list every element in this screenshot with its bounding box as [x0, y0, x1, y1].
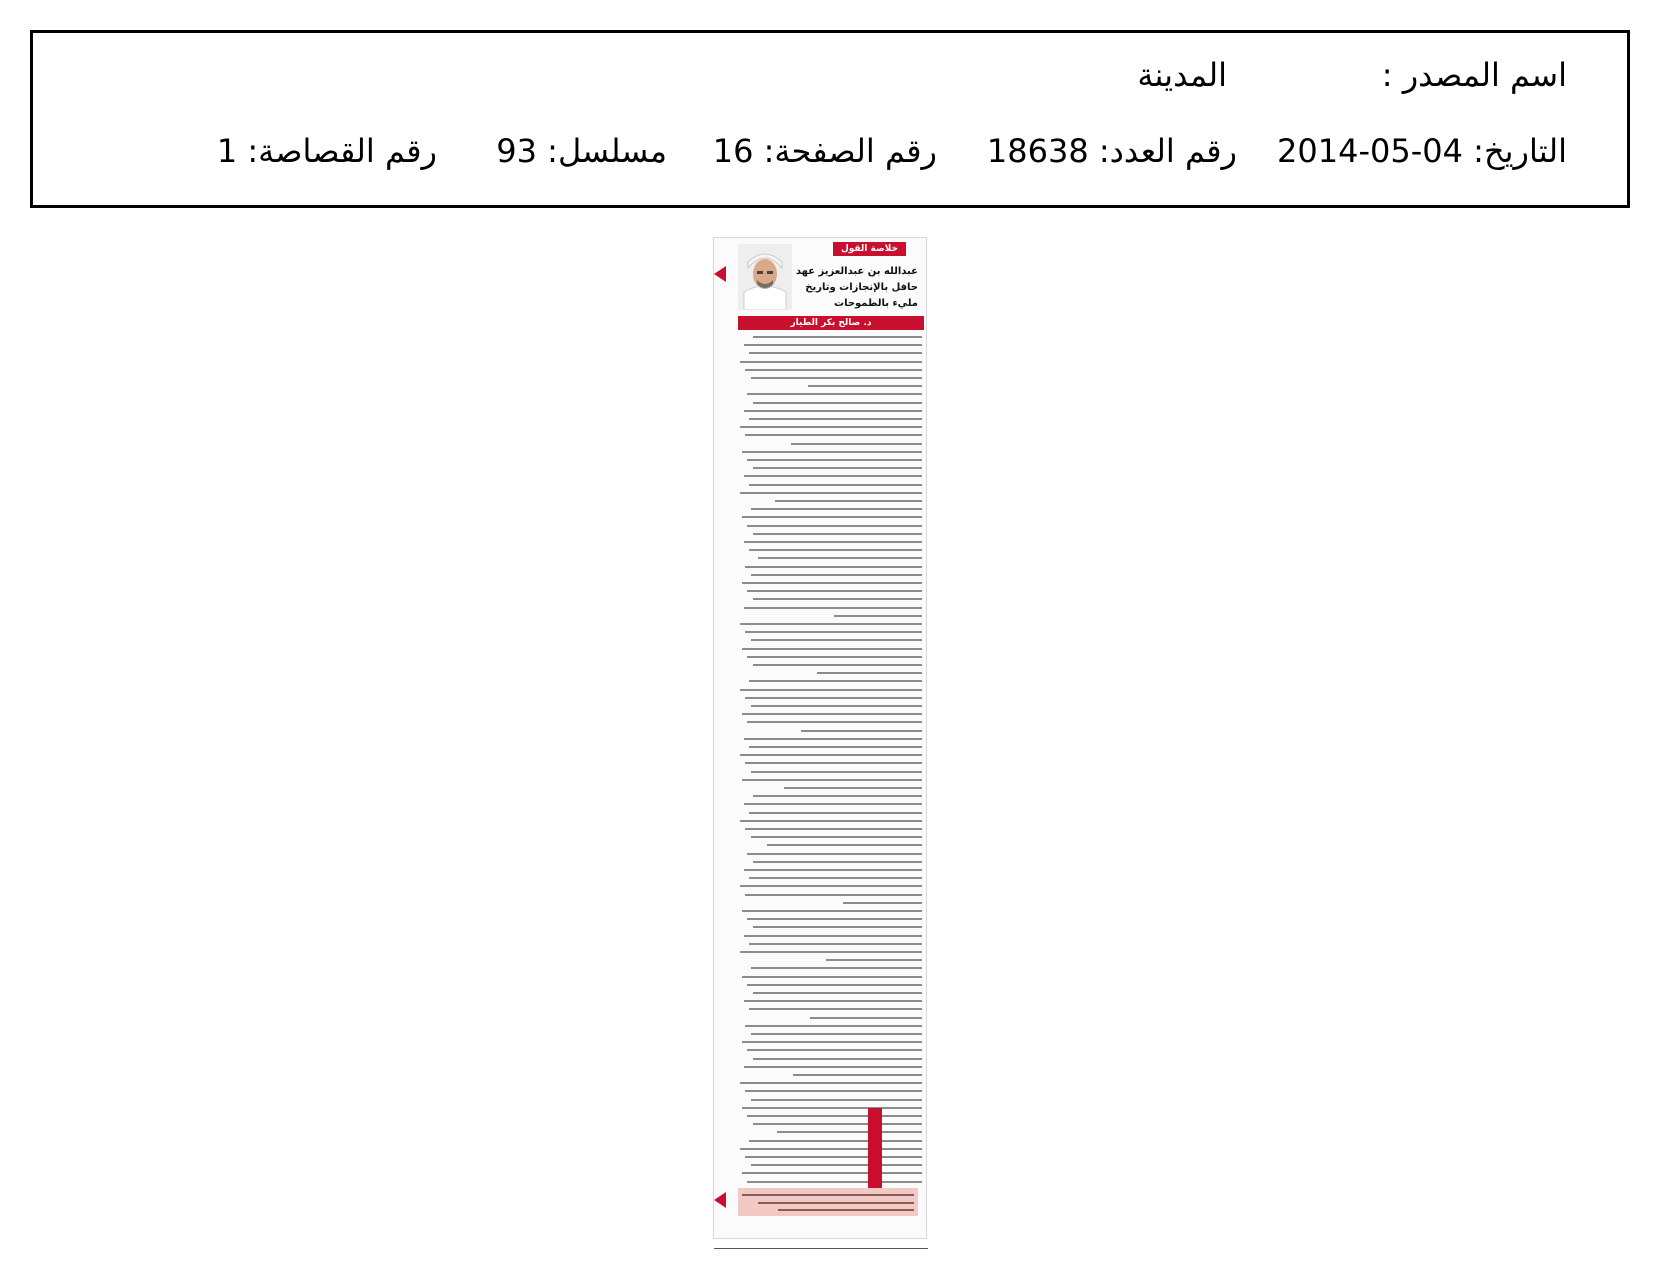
page-label: رقم الصفحة: — [763, 132, 937, 170]
serial-field — [496, 131, 667, 171]
article-text-line — [747, 525, 922, 527]
article-text-line — [740, 623, 922, 625]
article-text-line — [747, 721, 922, 723]
article-text-line — [749, 1008, 922, 1010]
article-text-line — [749, 352, 922, 354]
newspaper-clipping — [714, 238, 926, 1238]
article-text-line — [753, 336, 922, 338]
article-text-line — [751, 377, 922, 379]
article-text-line — [751, 639, 922, 641]
article-text-line — [745, 697, 922, 699]
page-value: 16 — [712, 132, 754, 170]
article-text-line — [747, 853, 922, 855]
article-text-line — [826, 959, 922, 961]
article-text-line — [775, 500, 922, 502]
top-arrow-icon — [714, 266, 726, 282]
article-text-line — [801, 730, 922, 732]
article-text-line — [753, 533, 922, 535]
author-photo — [738, 244, 792, 310]
clip-bottom-rule — [714, 1248, 928, 1249]
article-text-line — [740, 361, 922, 363]
article-text-line — [745, 828, 922, 830]
article-text-line — [740, 1082, 922, 1084]
article-text-line — [740, 754, 922, 756]
article-text-line — [753, 467, 922, 469]
serial-label: مسلسل: — [547, 132, 667, 170]
article-text-line — [749, 418, 922, 420]
article-text-line — [751, 574, 922, 576]
article-text-line — [749, 746, 922, 748]
article-text-line — [751, 771, 922, 773]
article-text-line — [747, 1181, 922, 1183]
article-text-line — [753, 795, 922, 797]
article-text-line — [749, 877, 922, 879]
article-text-line — [744, 803, 922, 805]
article-text-line — [749, 680, 922, 682]
article-text-line — [744, 344, 922, 346]
article-text-line — [751, 705, 922, 707]
issue-field — [987, 131, 1237, 171]
article-text-line — [751, 508, 922, 510]
article-text-line — [740, 951, 922, 953]
article-text-line — [843, 902, 922, 904]
contact-footer — [738, 1188, 918, 1216]
clip-number-field — [217, 131, 437, 171]
author-name: د. صالح بكر الطيار — [738, 316, 924, 330]
article-text-line — [740, 885, 922, 887]
article-text-line — [742, 1107, 922, 1109]
date-label: التاريخ: — [1473, 132, 1567, 170]
article-text-line — [742, 582, 922, 584]
article-text-line — [808, 385, 922, 387]
article-text-line — [740, 820, 922, 822]
article-text-line — [793, 1074, 922, 1076]
article-text-line — [749, 1140, 922, 1142]
article-text-line — [740, 492, 922, 494]
article-text-line — [753, 861, 922, 863]
article-text-line — [742, 451, 922, 453]
article-text-line — [747, 656, 922, 658]
article-text-line — [744, 869, 922, 871]
clip-number-label: رقم القصاصة: — [247, 132, 437, 170]
article-text-line — [758, 557, 922, 559]
article-text-line — [745, 566, 922, 568]
article-text-line — [745, 1156, 922, 1158]
article-text-line — [745, 894, 922, 896]
article-text-line — [753, 598, 922, 600]
article-text-line — [742, 648, 922, 650]
article-text-line — [745, 369, 922, 371]
article-title: عبدالله بن عبدالعزيز عهد حافل بالإنجازات وتاريخ مليء بالطموحات — [795, 266, 918, 309]
article-text-line — [751, 836, 922, 838]
article-text-line — [744, 935, 922, 937]
article-text-line — [791, 443, 922, 445]
article-text-line — [747, 984, 922, 986]
article-text-line — [747, 459, 922, 461]
article-text-line — [745, 762, 922, 764]
serial-value: 93 — [496, 132, 537, 170]
source-value: المدينة — [1137, 56, 1227, 94]
article-text-line — [744, 1000, 922, 1002]
article-text-line — [749, 484, 922, 486]
date-value: 2014-05-04 — [1277, 132, 1463, 170]
article-text-line — [745, 434, 922, 436]
article-text-line — [745, 631, 922, 633]
article-text-line — [753, 992, 922, 994]
article-text-line — [744, 1066, 922, 1068]
article-text-line — [817, 672, 922, 674]
article-text-line — [751, 1099, 922, 1101]
article-text-line — [751, 967, 922, 969]
article-text-line — [742, 976, 922, 978]
article-text-line — [753, 1123, 922, 1125]
article-text-line — [742, 779, 922, 781]
article-text-line — [744, 410, 922, 412]
article-text-line — [747, 393, 922, 395]
article-text-line — [742, 516, 922, 518]
article-text-line — [777, 1131, 922, 1133]
article-text-line — [834, 615, 922, 617]
article-text-line — [742, 910, 922, 912]
article-text-line — [751, 1164, 922, 1166]
article-text-line — [784, 787, 922, 789]
article-text-line — [753, 1058, 922, 1060]
column-tag: خلاصة القول — [833, 242, 906, 256]
clip-number-value: 1 — [216, 132, 238, 170]
article-text-line — [749, 943, 922, 945]
source-info-box — [30, 30, 1630, 208]
article-text-line — [747, 1115, 922, 1117]
article-text-line — [744, 607, 922, 609]
date-field — [1277, 131, 1567, 171]
issue-value: 18638 — [986, 132, 1089, 170]
source-label: اسم المصدر : — [1381, 56, 1567, 94]
article-text-line — [749, 812, 922, 814]
article-text-line — [740, 426, 922, 428]
article-text-line — [767, 844, 922, 846]
article-text-line — [751, 1033, 922, 1035]
issue-label: رقم العدد: — [1098, 132, 1237, 170]
article-text-line — [747, 1049, 922, 1051]
article-text-line — [810, 1017, 922, 1019]
article-text-line — [744, 738, 922, 740]
article-text-line — [747, 918, 922, 920]
article-text-line — [745, 1090, 922, 1092]
article-text-line — [740, 689, 922, 691]
article-text-line — [744, 541, 922, 543]
article-text-line — [744, 475, 922, 477]
article-text-line — [753, 926, 922, 928]
article-text-line — [745, 1025, 922, 1027]
article-text-line — [742, 713, 922, 715]
article-text-line — [753, 664, 922, 666]
article-text-line — [749, 549, 922, 551]
article-text-line — [742, 1172, 922, 1174]
article-body — [738, 336, 922, 1198]
article-text-line — [740, 1148, 922, 1150]
article-text-line — [742, 1041, 922, 1043]
page-field — [713, 131, 937, 171]
bottom-arrow-icon — [714, 1192, 726, 1208]
article-text-line — [747, 590, 922, 592]
article-text-line — [753, 402, 922, 404]
